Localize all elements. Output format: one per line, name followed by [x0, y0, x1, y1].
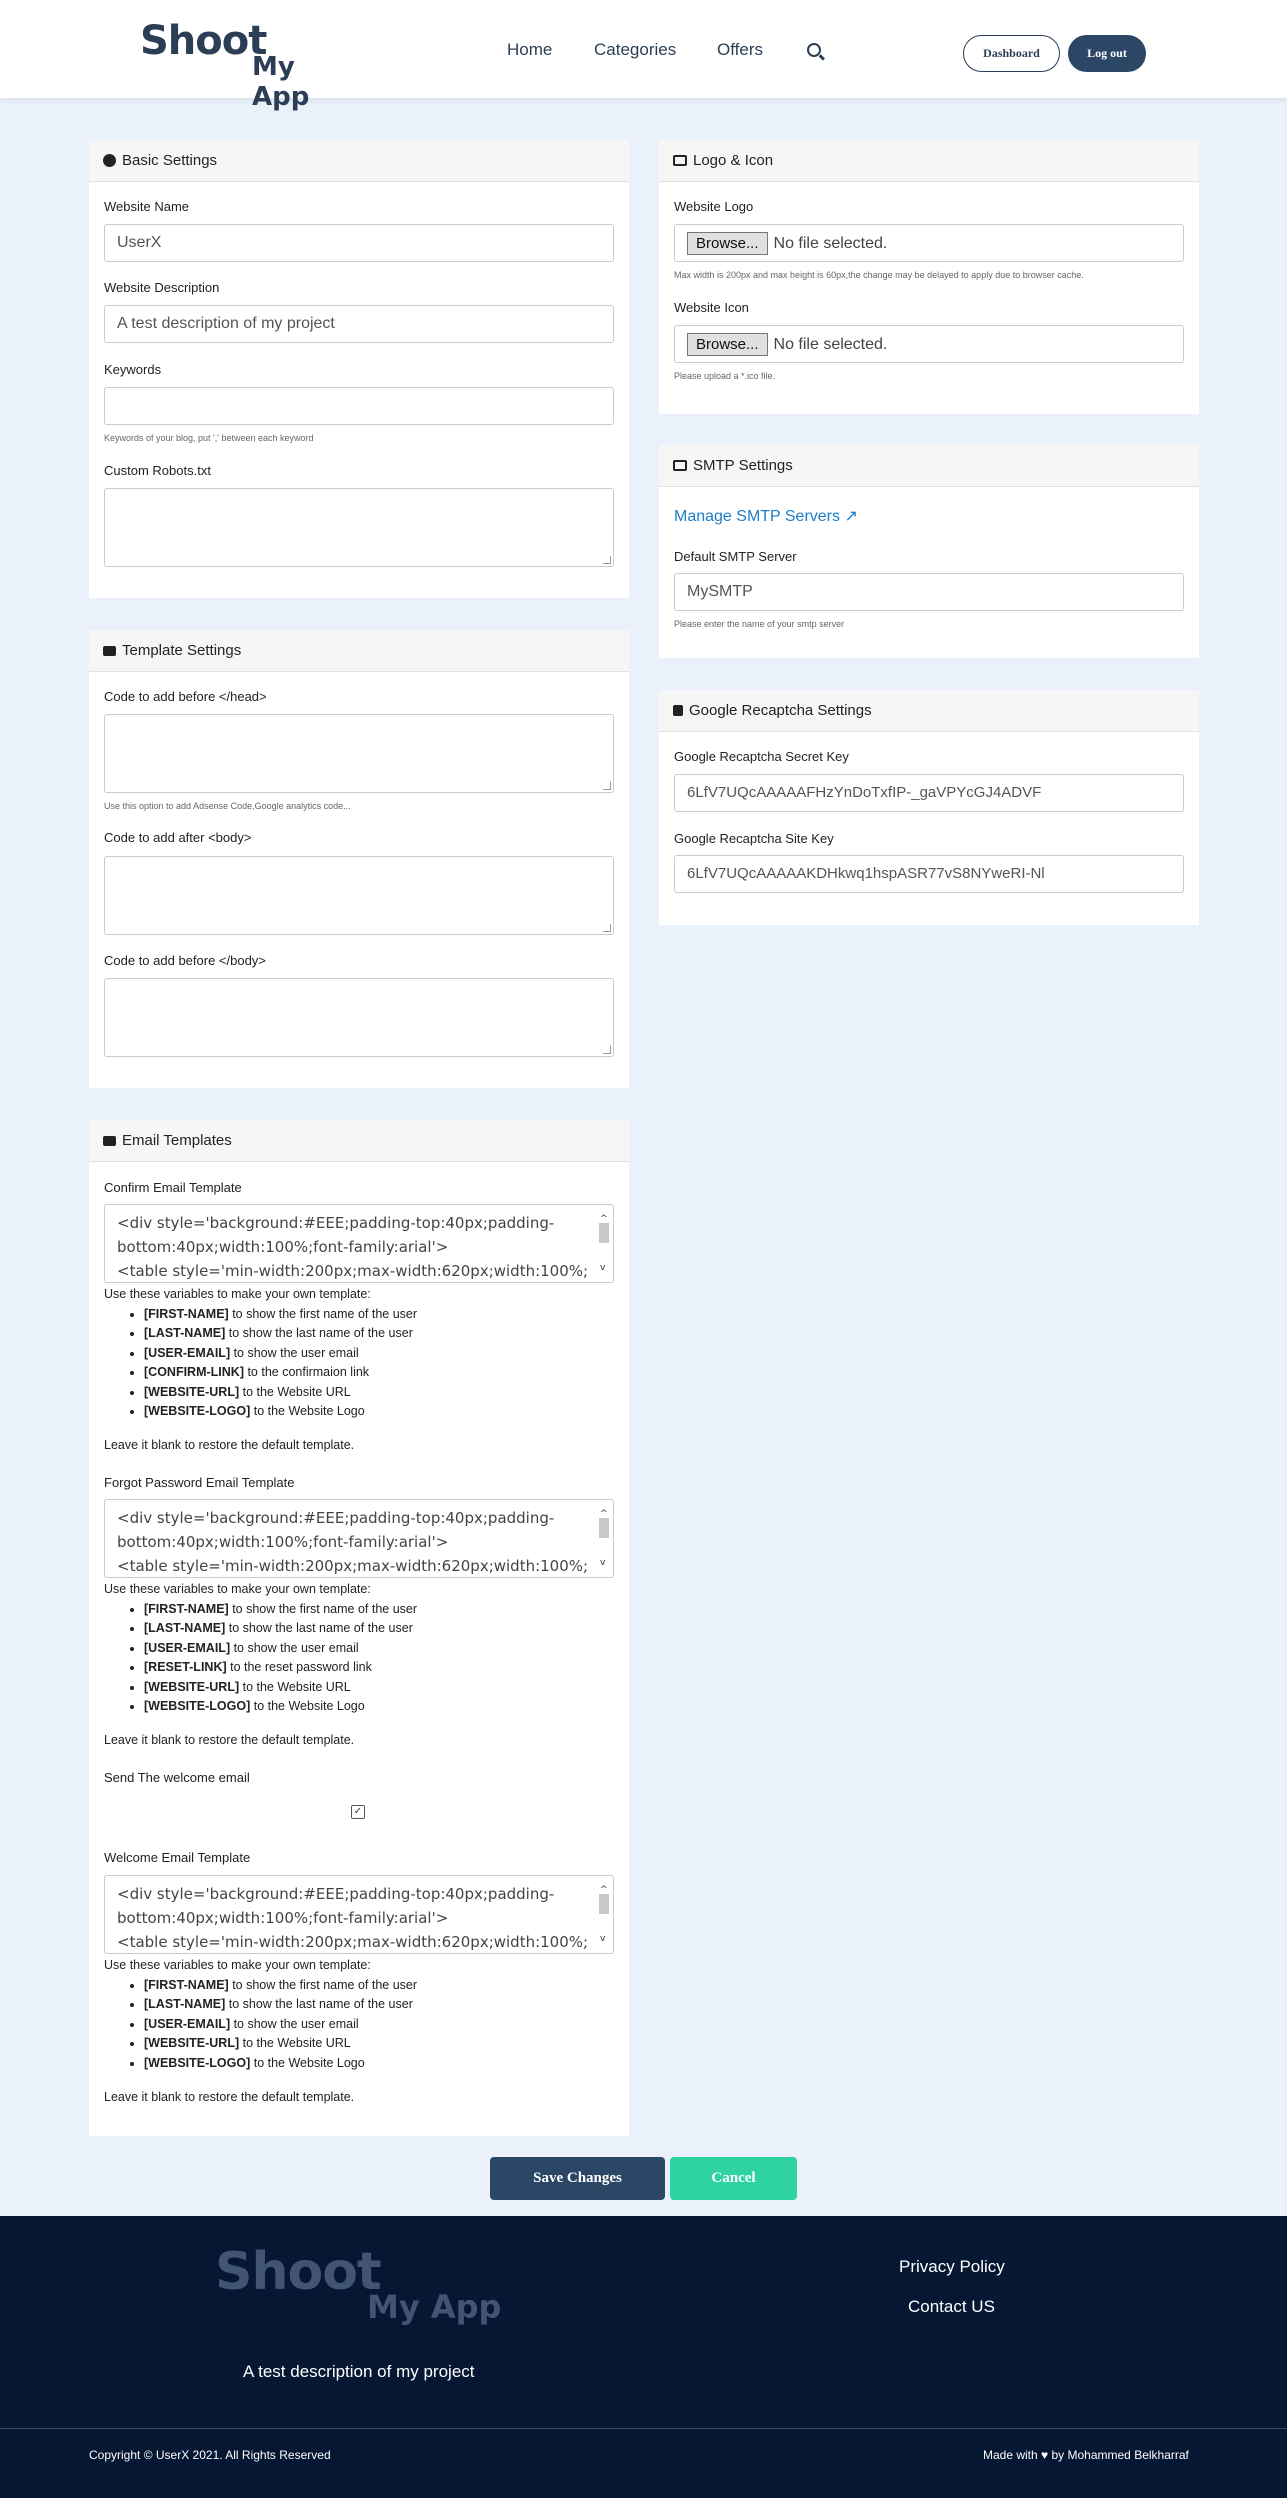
forgot-blank-note: Leave it blank to restore the default template. [104, 1733, 355, 1747]
email-templates-header [89, 1120, 629, 1162]
nav-home[interactable]: Home [507, 40, 553, 59]
robots-label: Custom Robots.txt [104, 463, 211, 478]
recaptcha-site-label: Google Recaptcha Site Key [674, 831, 834, 846]
save-changes-button[interactable]: Save Changes [490, 2157, 665, 2200]
code-line: <table style='min-width:200px;max-width:620px;width:100%; [117, 1262, 589, 1280]
list-item: • [USER-EMAIL] to show the user email [144, 1344, 417, 1364]
code-line: bottom:40px;width:100%;font-family:arial'> [117, 1533, 449, 1551]
dashboard-button[interactable]: Dashboard [963, 35, 1060, 72]
list-item: • [FIRST-NAME] to show the first name of the user [144, 1600, 417, 1620]
scrollbar[interactable] [597, 1207, 611, 1280]
footer-logo[interactable] [215, 2242, 505, 2332]
smtp-settings-header [659, 445, 1199, 487]
scrollbar[interactable] [597, 1878, 611, 1951]
info-icon [103, 154, 116, 167]
variables-intro: Use these variables to make your own template: [104, 1582, 371, 1596]
manage-smtp-link[interactable]: Manage SMTP Servers ↗ [674, 508, 858, 525]
website-logo-label: Website Logo [674, 199, 754, 214]
resize-grip[interactable] [603, 556, 611, 564]
file-status: No file selected. [773, 235, 888, 252]
browse-button[interactable]: Browse... [687, 232, 768, 255]
code-line: bottom:40px;width:100%;font-family:arial'> [117, 1238, 449, 1256]
variables-intro: Use these variables to make your own template: [104, 1287, 371, 1301]
contact-us-link[interactable]: Contact US [908, 2297, 995, 2316]
desktop-icon [103, 646, 116, 656]
logo-line2: My App [252, 52, 310, 112]
envelope-icon [673, 460, 687, 471]
confirm-blank-note: Leave it blank to restore the default template. [104, 1438, 355, 1452]
list-item: • [CONFIRM-LINK] to the confirmaion link [144, 1363, 417, 1383]
list-item: • [USER-EMAIL] to show the user email [144, 1639, 417, 1659]
list-item: • [USER-EMAIL] to show the user email [144, 2015, 417, 2035]
list-item: • [WEBSITE-URL] to the Website URL [144, 1383, 417, 1403]
website-description-label: Website Description [104, 280, 220, 295]
confirm-template-label: Confirm Email Template [104, 1180, 242, 1195]
list-item: • [LAST-NAME] to show the last name of the user [144, 1619, 417, 1639]
website-logo-help: Max width is 200px and max height is 60px,the change may be delayed to apply due to browser cache. [674, 270, 1084, 280]
email-templates-panel [89, 1120, 629, 2136]
scrollbar-thumb[interactable] [599, 1223, 609, 1243]
confirm-template-textarea[interactable] [104, 1204, 614, 1283]
smtp-settings-panel [659, 445, 1199, 658]
body-close-code-label: Code to add before </body> [104, 953, 266, 968]
list-item: • [WEBSITE-URL] to the Website URL [144, 2034, 417, 2054]
list-item: • [WEBSITE-LOGO] to the Website Logo [144, 2054, 417, 2074]
nav-categories[interactable]: Categories [594, 40, 677, 59]
default-smtp-help: Please enter the name of your smtp server [674, 619, 845, 629]
head-code-textarea[interactable] [104, 714, 614, 793]
template-settings-panel [89, 630, 629, 1088]
template-settings-header [89, 630, 629, 672]
default-smtp-input[interactable]: MySMTP [674, 573, 1184, 611]
search-icon[interactable] [807, 43, 821, 57]
logo-icon-panel [659, 140, 1199, 414]
heart-icon: ♥ [1041, 2448, 1049, 2462]
keywords-label: Keywords [104, 362, 162, 377]
browse-button[interactable]: Browse... [687, 333, 768, 356]
send-welcome-label: Send The welcome email [104, 1770, 250, 1785]
list-item: • [FIRST-NAME] to show the first name of the user [144, 1305, 417, 1325]
list-item: • [RESET-LINK] to the reset password link [144, 1658, 417, 1678]
basic-settings-header [89, 140, 629, 182]
send-welcome-checkbox[interactable]: ✓ [351, 1805, 365, 1819]
list-item: • [FIRST-NAME] to show the first name of the user [144, 1976, 417, 1996]
forgot-template-label: Forgot Password Email Template [104, 1475, 295, 1490]
template-settings-title: Template Settings [122, 642, 242, 659]
confirm-variables-list [144, 1305, 417, 1422]
welcome-template-textarea[interactable] [104, 1875, 614, 1954]
confirm-variables-help [104, 1285, 417, 1422]
list-item: • [LAST-NAME] to show the last name of the user [144, 1324, 417, 1344]
code-line: <div style='background:#EEE;padding-top:40px;padding- [117, 1885, 555, 1903]
head-code-help: Use this option to add Adsense Code,Google analytics code... [104, 801, 351, 811]
website-icon-help: Please upload a *.ico file. [674, 371, 776, 381]
footer-divider [0, 2428, 1287, 2429]
website-logo-file-input[interactable] [674, 224, 1184, 262]
welcome-blank-note: Leave it blank to restore the default template. [104, 2090, 355, 2104]
external-link-icon: ↗ [844, 508, 858, 525]
nav-offers[interactable]: Offers [717, 40, 763, 59]
resize-grip[interactable] [603, 1046, 611, 1054]
forgot-variables-help [104, 1580, 417, 1717]
variables-intro: Use these variables to make your own template: [104, 1958, 371, 1972]
code-line: <table style='min-width:200px;max-width:620px;width:100%; [117, 1933, 589, 1951]
logo-icon-header [659, 140, 1199, 182]
code-line: <div style='background:#EEE;padding-top:40px;padding- [117, 1214, 555, 1232]
file-status: No file selected. [773, 336, 888, 353]
code-line: <div style='background:#EEE;padding-top:40px;padding- [117, 1509, 555, 1527]
image-icon [673, 155, 687, 166]
recaptcha-site-input[interactable]: 6LfV7UQcAAAAAKDHkwq1hspASR77vS8NYweRI-Nl [674, 855, 1184, 893]
welcome-variables-help [104, 1956, 417, 2073]
smtp-settings-title: SMTP Settings [693, 457, 793, 474]
website-icon-label: Website Icon [674, 300, 749, 315]
body-open-code-textarea[interactable] [104, 856, 614, 935]
resize-grip[interactable] [603, 782, 611, 790]
cancel-button[interactable]: Cancel [670, 2157, 797, 2200]
logout-button[interactable]: Log out [1068, 35, 1146, 72]
list-item: • [WEBSITE-URL] to the Website URL [144, 1678, 417, 1698]
email-templates-title: Email Templates [122, 1132, 232, 1149]
website-name-input[interactable]: UserX [104, 224, 614, 262]
footer-description: A test description of my project [243, 2362, 475, 2381]
forgot-template-textarea[interactable] [104, 1499, 614, 1578]
scrollbar-thumb[interactable] [599, 1518, 609, 1538]
forgot-variables-list [144, 1600, 417, 1717]
keywords-input[interactable] [104, 387, 614, 425]
logo-icon-title: Logo & Icon [693, 152, 774, 169]
code-line: <table style='min-width:200px;max-width:620px;width:100%; [117, 1557, 589, 1575]
recaptcha-settings-header [659, 690, 1199, 732]
lock-icon [673, 705, 683, 716]
code-line: bottom:40px;width:100%;font-family:arial'> [117, 1909, 449, 1927]
robots-textarea[interactable] [104, 488, 614, 567]
resize-grip[interactable] [603, 924, 611, 932]
welcome-variables-list [144, 1976, 417, 2074]
scrollbar-thumb[interactable] [599, 1894, 609, 1914]
logo-line1: Shoot [140, 18, 267, 64]
made-with-text: Made with ♥ by Mohammed Belkharraf [983, 2448, 1189, 2462]
recaptcha-settings-title: Google Recaptcha Settings [689, 702, 872, 719]
keywords-help: Keywords of your blog, put ',' between each keyword [104, 433, 314, 443]
envelope-icon [103, 1136, 116, 1146]
basic-settings-panel [89, 140, 629, 598]
footer-logo-line2: My App [367, 2288, 502, 2326]
website-description-input[interactable]: A test description of my project [104, 305, 614, 343]
list-item: • [LAST-NAME] to show the last name of the user [144, 1995, 417, 2015]
body-close-code-textarea[interactable] [104, 978, 614, 1057]
website-name-label: Website Name [104, 199, 190, 214]
footer-logo-line1: Shoot [215, 2242, 381, 2302]
head-code-label: Code to add before </head> [104, 689, 267, 704]
recaptcha-secret-input[interactable]: 6LfV7UQcAAAAAFHzYnDoTxfIP-_gaVPYcGJ4ADVF [674, 774, 1184, 812]
recaptcha-secret-label: Google Recaptcha Secret Key [674, 749, 849, 764]
list-item: • [WEBSITE-LOGO] to the Website Logo [144, 1697, 417, 1717]
body-open-code-label: Code to add after <body> [104, 830, 252, 845]
recaptcha-settings-panel [659, 690, 1199, 925]
privacy-policy-link[interactable]: Privacy Policy [899, 2257, 1005, 2276]
top-navbar [0, 0, 1287, 112]
site-logo[interactable] [140, 18, 350, 112]
basic-settings-title: Basic Settings [122, 152, 218, 169]
copyright-text: Copyright © UserX 2021. All Rights Reserved [89, 2448, 331, 2462]
website-icon-file-input[interactable] [674, 325, 1184, 363]
list-item: • [WEBSITE-LOGO] to the Website Logo [144, 1402, 417, 1422]
welcome-template-label: Welcome Email Template [104, 1850, 251, 1865]
default-smtp-label: Default SMTP Server [674, 549, 797, 564]
scrollbar[interactable] [597, 1502, 611, 1575]
